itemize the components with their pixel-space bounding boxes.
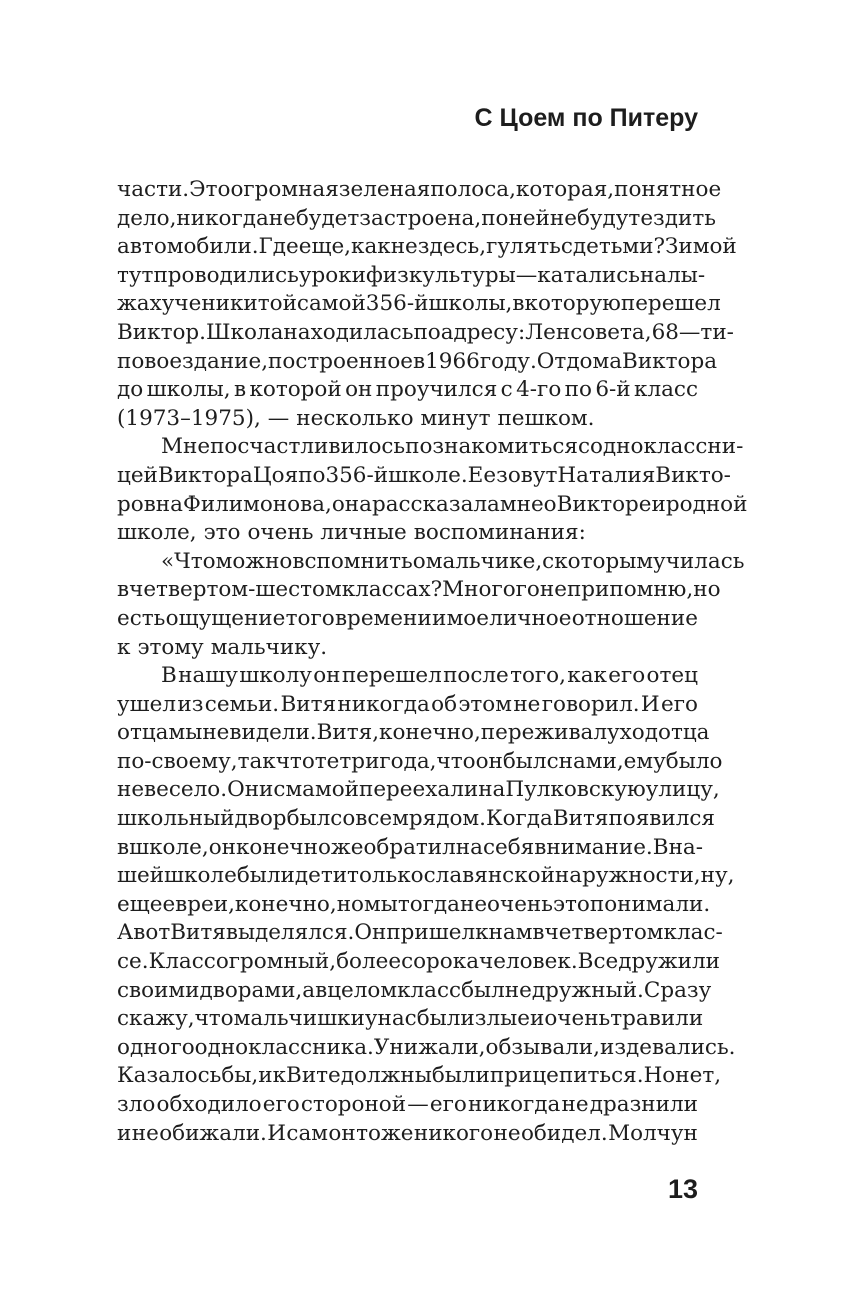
text-line: дело, никогда не будет застроена, по ней не будут ездить	[117, 205, 716, 231]
text-line: скажу, что мальчишки у нас были злые и очень травили	[117, 1006, 704, 1032]
text-line: ушел из семьи. Витя никогда об этом не говорил. И его	[117, 691, 698, 717]
paragraph	[117, 662, 736, 1148]
text-line: Мне посчастливилось познакомиться с одноклассни-	[161, 434, 744, 460]
text-line: по-своему, так что те три года, что он был с нами, ему было	[117, 748, 723, 774]
text-line: в четвертом-шестом классах? Многого не припомню, но	[117, 577, 721, 603]
text-line: «Что можно вспомнить о мальчике, с которым училась	[161, 548, 745, 574]
paragraph	[117, 548, 745, 662]
text-line: в школе, он конечно же обратил на себя внимание. В на-	[117, 834, 703, 860]
text-line: к этому мальчику.	[117, 634, 328, 660]
text-line: А вот Витя выделялся. Он пришел к нам в четвертом клас-	[117, 920, 723, 946]
body-text	[117, 176, 748, 1148]
text-line: еще евреи, конечно, но мы тогда не очень это понимали.	[117, 891, 711, 917]
text-line: своими дворами, а в целом класс был недружный. Сразу	[117, 977, 712, 1003]
text-line: до школы, в которой он проучился с 4-го по 6-й класс	[117, 377, 698, 403]
text-line: невесело. Они с мамой переехали на Пулковскую улицу,	[117, 777, 720, 803]
text-line: есть ощущение того времени и мое личное отношение	[117, 605, 698, 631]
text-line: части. Это огромная зеленая полоса, которая, понятное	[117, 177, 722, 202]
text-line: отца мы не видели. Витя, конечно, переживал уход отца	[117, 720, 710, 746]
paragraph	[117, 433, 748, 547]
text-line: цей Виктора Цоя по 356-й школе. Ее зовут Наталия Викто-	[117, 462, 731, 488]
text-line: се. Класс огромный, более сорока человек. Все дружили	[117, 949, 720, 975]
text-line: тут проводились уроки физкультуры — катались на лы-	[117, 262, 706, 288]
text-line: зло обходило его стороной — его никогда не дразнили	[117, 1092, 698, 1117]
text-line: школьный двор был совсем рядом. Когда Витя появился	[117, 806, 715, 832]
page-number: 13	[667, 1174, 698, 1204]
text-line: и не обижали. И сам он тоже никого не обидел. Молчун	[117, 1120, 698, 1146]
text-line: повое здание, построенное в 1966 году. От дома Виктора	[117, 348, 718, 374]
text-line: Казалось бы, и к Вите должны были прицепиться. Но нет,	[117, 1063, 722, 1089]
text-line: (1973–1975), — несколько минут пешком.	[117, 405, 595, 431]
text-line: жах ученики той самой 356-й школы, в которую перешел	[117, 291, 721, 317]
text-line: школе, это очень личные воспоминания:	[117, 520, 586, 546]
text-line: одного одноклассника. Унижали, обзывали, издевались.	[117, 1034, 736, 1060]
text-line: автомобили. Где еще, как не здесь, гулять с детьми? Зимой	[117, 234, 737, 260]
text-line: В нашу школу он перешел после того, как его отец	[161, 663, 698, 689]
paragraph	[117, 176, 737, 433]
running-head: С Цоем по Питеру	[474, 104, 698, 132]
text-line: шей школе были дети только славянской наружности, ну,	[117, 863, 735, 889]
text-line: ровна Филимонова, она рассказала мне о Викторе и родной	[117, 491, 748, 517]
text-line: Виктор. Школа находилась по адресу: Ленсовета, 68 — ти-	[117, 319, 734, 345]
